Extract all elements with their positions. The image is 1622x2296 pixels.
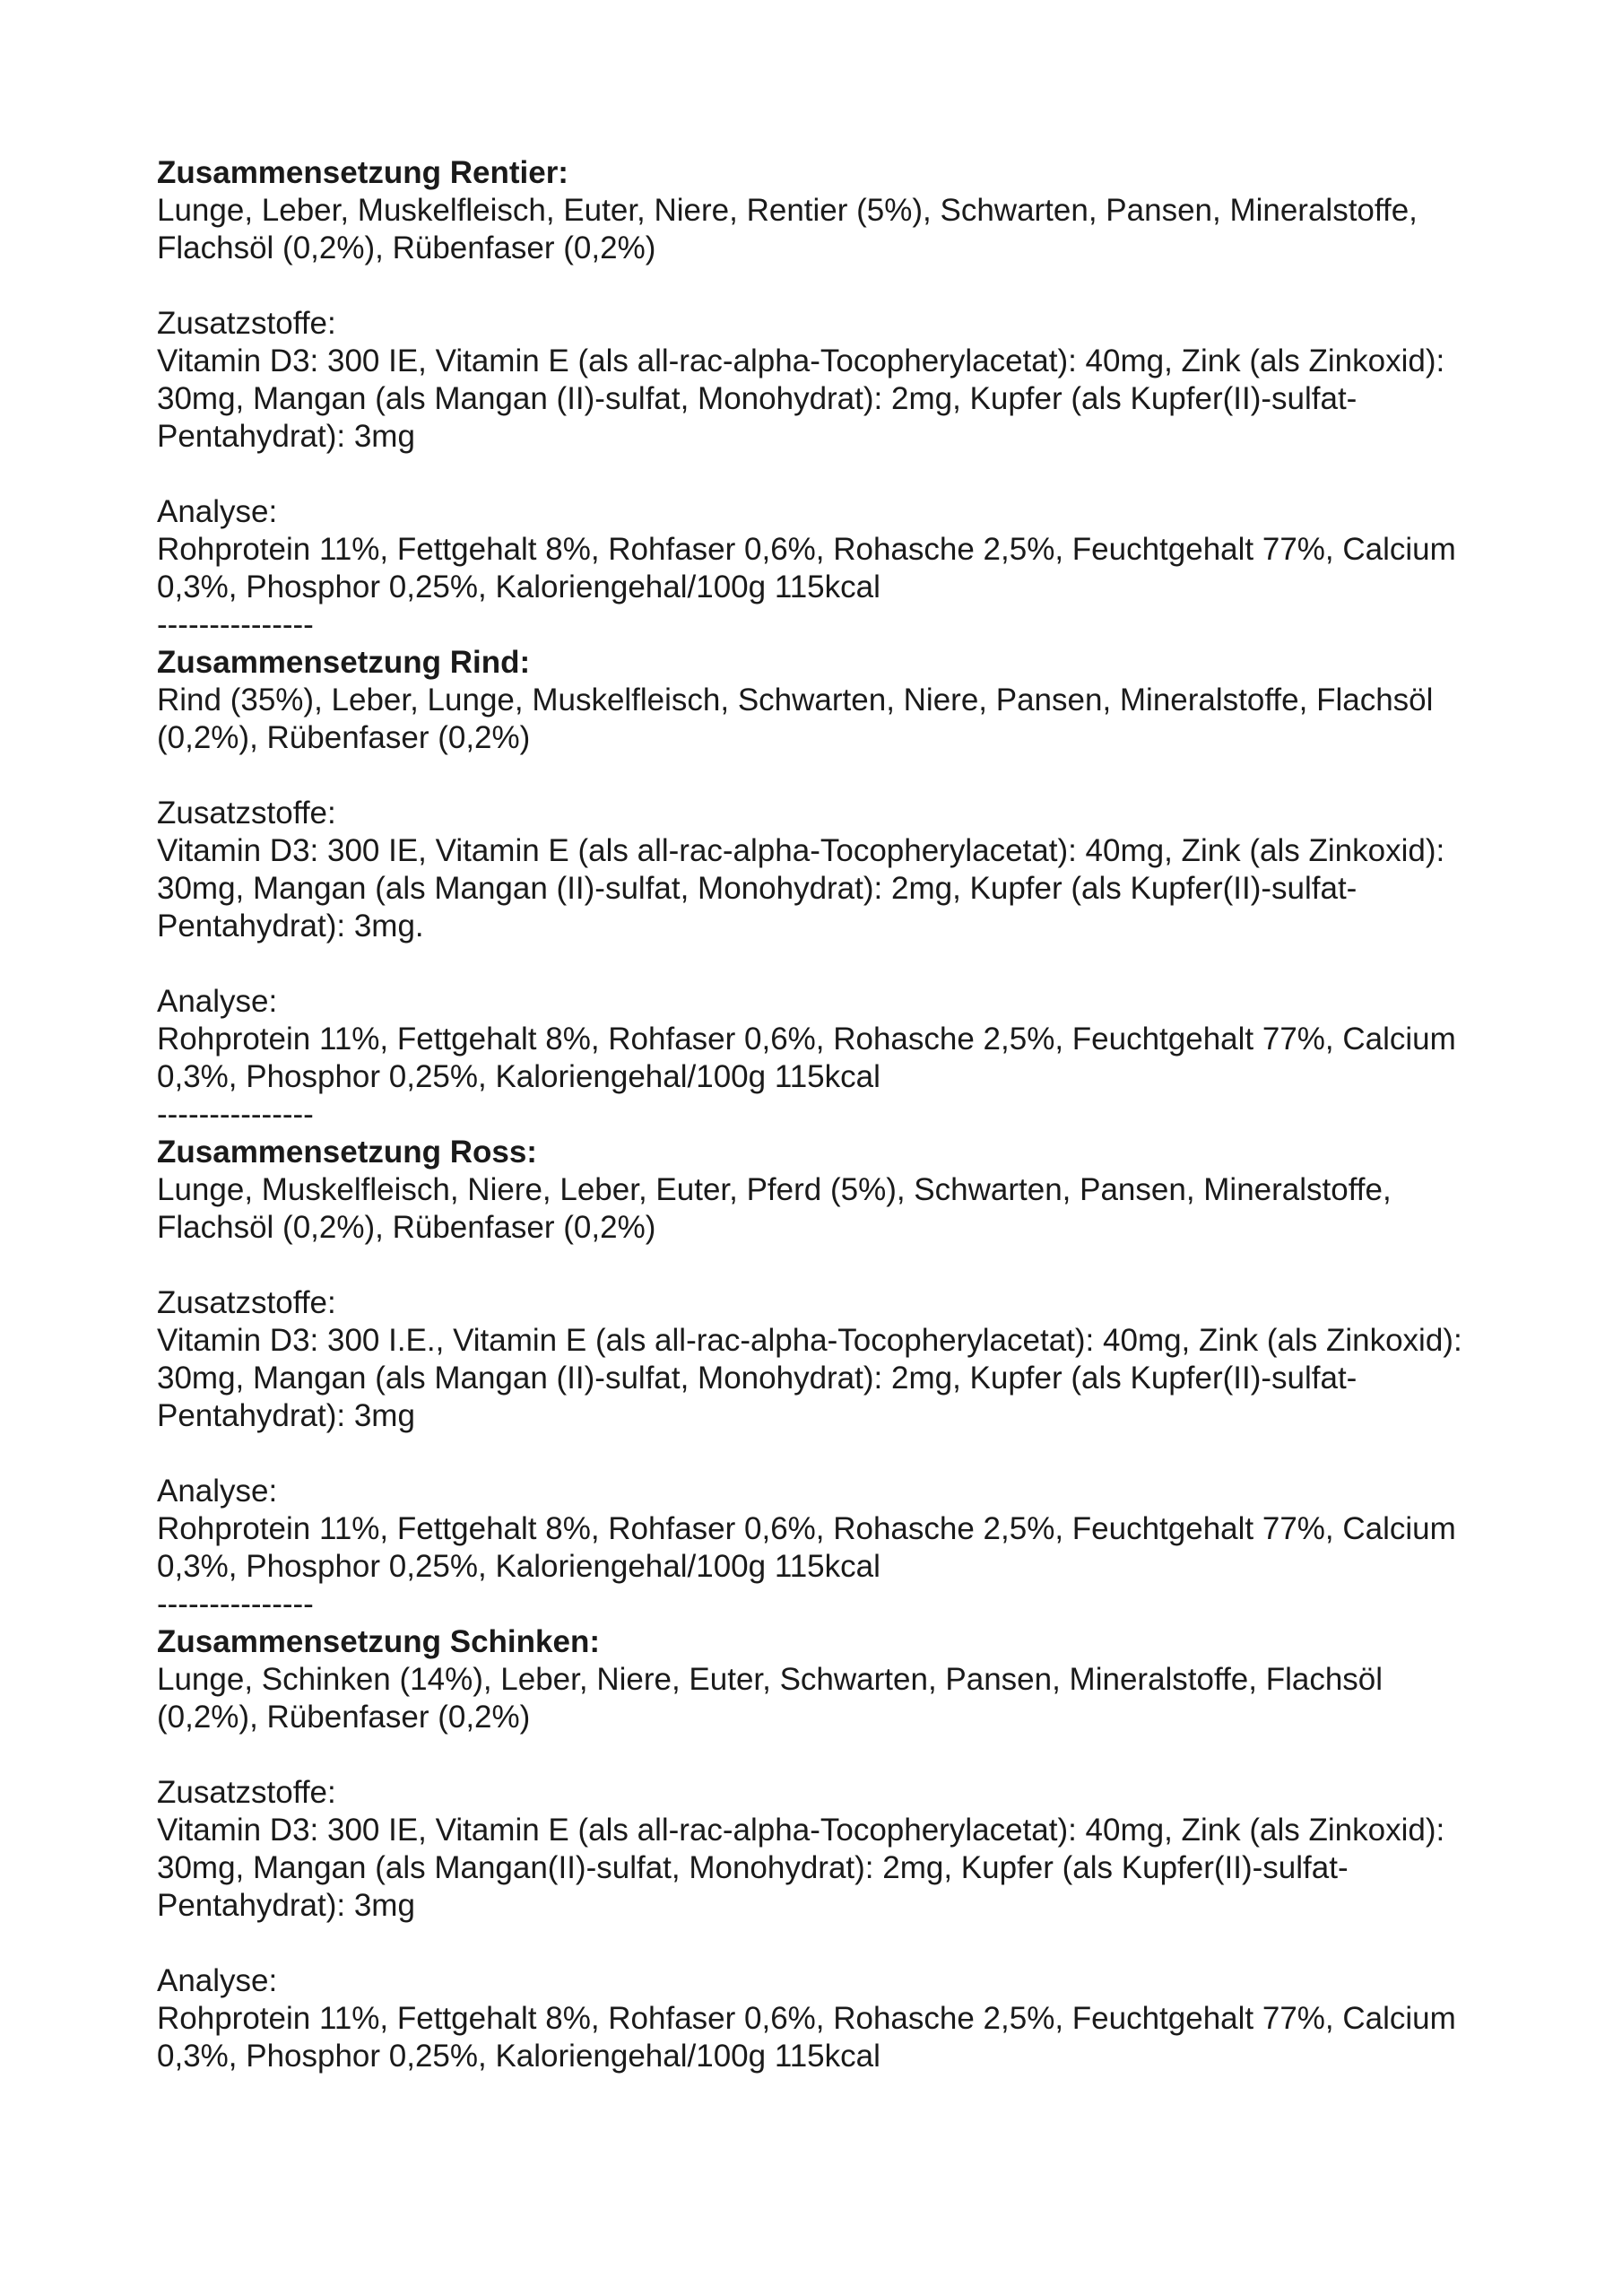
- composition-text: Lunge, Muskelfleisch, Niere, Leber, Euter, Pferd (5%), Schwarten, Pansen, Mineralstoffe, Flachsöl (0,2%), Rübenfaser (0,2%): [157, 1172, 1392, 1245]
- analysis-text: Rohprotein 11%, Fettgehalt 8%, Rohfaser 0,6%, Rohasche 2,5%, Feuchtgehalt 77%, Calcium 0,3%, Phosphor 0,25%, Kaloriengehal/100g 115kcal: [157, 1022, 1456, 1094]
- section-separator: ---------------: [157, 607, 314, 642]
- section-heading: Zusammensetzung Ross:: [157, 1135, 537, 1170]
- section-separator: ---------------: [157, 1097, 314, 1132]
- section-heading: Zusammensetzung Schinken:: [157, 1624, 600, 1659]
- additives-text: Vitamin D3: 300 IE, Vitamin E (als all-rac-alpha-Tocopherylacetat): 40mg, Zink (als Zinkoxid): 30mg, Mangan (als Mangan (II)-sulfat, Monohydrat): 2mg, Kupfer (als Kupfer(II)-sulfat-Pentahydrat): 3mg.: [157, 833, 1445, 944]
- analysis-text: Rohprotein 11%, Fettgehalt 8%, Rohfaser 0,6%, Rohasche 2,5%, Feuchtgehalt 77%, Calcium 0,3%, Phosphor 0,25%, Kaloriengehal/100g 115kcal: [157, 1511, 1456, 1584]
- section-heading: Zusammensetzung Rind:: [157, 645, 531, 680]
- section-heading: Zusammensetzung Rentier:: [157, 155, 568, 190]
- section-rind: [157, 644, 1484, 1096]
- composition-text: Lunge, Schinken (14%), Leber, Niere, Euter, Schwarten, Pansen, Mineralstoffe, Flachsöl (0,2%), Rübenfaser (0,2%): [157, 1662, 1383, 1735]
- composition-text: Rind (35%), Leber, Lunge, Muskelfleisch, Schwarten, Niere, Pansen, Mineralstoffe, Flachsöl (0,2%), Rübenfaser (0,2%): [157, 683, 1434, 755]
- additives-text: Vitamin D3: 300 IE, Vitamin E (als all-rac-alpha-Tocopherylacetat): 40mg, Zink (als Zinkoxid): 30mg, Mangan (als Mangan(II)-sulfat, Monohydrat): 2mg, Kupfer (als Kupfer(II)-sulfat-Pentahydrat): 3mg: [157, 1813, 1445, 1923]
- analysis-text: Rohprotein 11%, Fettgehalt 8%, Rohfaser 0,6%, Rohasche 2,5%, Feuchtgehalt 77%, Calcium 0,3%, Phosphor 0,25%, Kaloriengehal/100g 115kcal: [157, 532, 1456, 604]
- analysis-label: Analyse:: [157, 984, 278, 1019]
- additives-label: Zusatzstoffe:: [157, 796, 336, 831]
- analysis-label: Analyse:: [157, 1963, 278, 1998]
- analysis-label: Analyse:: [157, 1474, 278, 1509]
- section-separator: ---------------: [157, 1587, 314, 1622]
- section-rentier: [157, 154, 1484, 606]
- section-schinken: [157, 1623, 1484, 2075]
- analysis-label: Analyse:: [157, 494, 278, 529]
- additives-label: Zusatzstoffe:: [157, 306, 336, 341]
- composition-text: Lunge, Leber, Muskelfleisch, Euter, Niere, Rentier (5%), Schwarten, Pansen, Mineralstoffe, Flachsöl (0,2%), Rübenfaser (0,2%): [157, 193, 1418, 265]
- section-ross: [157, 1134, 1484, 1586]
- additives-text: Vitamin D3: 300 I.E., Vitamin E (als all-rac-alpha-Tocopherylacetat): 40mg, Zink (als Zinkoxid): 30mg, Mangan (als Mangan (II)-sulfat, Monohydrat): 2mg, Kupfer (als Kupfer(II)-sulfat-Pentahydrat): 3mg: [157, 1323, 1462, 1433]
- additives-label: Zusatzstoffe:: [157, 1285, 336, 1320]
- additives-text: Vitamin D3: 300 IE, Vitamin E (als all-rac-alpha-Tocopherylacetat): 40mg, Zink (als Zinkoxid): 30mg, Mangan (als Mangan (II)-sulfat, Monohydrat): 2mg, Kupfer (als Kupfer(II)-sulfat-Pentahydrat): 3mg: [157, 344, 1445, 454]
- document-page: [157, 154, 1484, 2075]
- analysis-text: Rohprotein 11%, Fettgehalt 8%, Rohfaser 0,6%, Rohasche 2,5%, Feuchtgehalt 77%, Calcium 0,3%, Phosphor 0,25%, Kaloriengehal/100g 115kcal: [157, 2001, 1456, 2074]
- additives-label: Zusatzstoffe:: [157, 1775, 336, 1810]
